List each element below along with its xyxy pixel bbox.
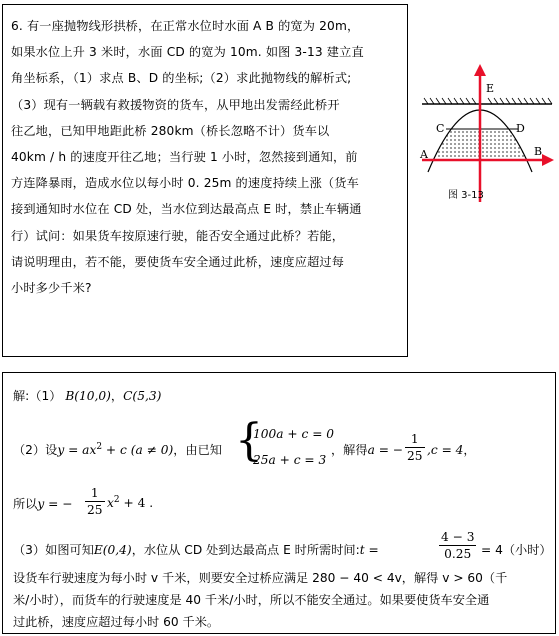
a-fraction	[405, 431, 425, 464]
therefore-text: 所以	[13, 497, 38, 511]
part1-prefix: 解:（1）	[13, 389, 62, 403]
deck-hatching	[424, 98, 552, 104]
problem-line: 接到通知时水位在 CD 处，当水位到达最高点 E 时，禁止车辆通	[11, 202, 362, 217]
solution-conclusion-line: 设货车行驶速度为每小时 v 千米，则要安全过桥应满足 280 − 40 < 4v，解得 v > 60（千	[13, 571, 508, 585]
problem-line: 请说明理由，若不能，要使货车安全通过此桥，速度应超过每	[11, 254, 345, 269]
problem-text	[11, 13, 403, 301]
y-axis-arrow-icon	[474, 64, 486, 76]
a-value: a = −	[367, 443, 404, 457]
x-axis-arrow-icon	[542, 154, 554, 166]
fraction-numerator: 1	[405, 431, 425, 448]
label-b: B	[534, 145, 543, 158]
problem-line: 往乙地，已知甲地距此桥 280km（桥长忽略不计）货车以	[11, 123, 330, 138]
system-brace: {	[235, 415, 263, 466]
solution-part-2-result	[13, 495, 72, 512]
figure-caption: 图 3-13	[448, 190, 484, 201]
known-text: ，由已知	[173, 443, 222, 457]
result-fraction	[85, 485, 105, 518]
label-c: C	[436, 122, 445, 135]
solution-conclusion-line: 米/小时），而货车的行驶速度是 40 千米/小时，所以不能安全通过。如果要使货车安全通	[13, 593, 490, 607]
point-c: C(5,3)	[123, 389, 162, 403]
problem-line: （3）现有一辆载有救援物资的货车，从甲地出发需经此桥开	[11, 97, 340, 112]
problem-line: 角坐标系，（1）求点 B、D 的坐标;（2）求此抛物线的解析式;	[11, 71, 352, 86]
result-equation: y = −	[37, 497, 73, 511]
fraction-denominator: 0.25	[444, 547, 472, 561]
solution-box	[2, 372, 556, 634]
system-eq-1: 100a + c = 0	[253, 427, 335, 441]
problem-box	[2, 4, 408, 357]
c-value: ,c = 4，	[427, 443, 476, 457]
point-e: E(0,4)	[93, 543, 132, 557]
time-result: = 4（小时）	[481, 543, 552, 557]
fraction-numerator: 4 − 3	[441, 530, 475, 544]
solve-result	[331, 441, 403, 458]
problem-line: 6. 有一座抛物线形拱桥，在正常水位时水面 A B 的宽为 20m，	[11, 19, 360, 33]
system-eq-2: 25a + c = 3	[253, 453, 327, 467]
label-e: E	[486, 82, 495, 95]
fraction-numerator: 1	[85, 485, 105, 502]
separator: ，	[110, 389, 124, 403]
exponent: 2	[96, 441, 103, 452]
label-d: D	[516, 122, 525, 135]
part2-prefix: （2）设	[13, 443, 58, 457]
fraction-denominator: 25	[87, 503, 103, 517]
general-equation-tail: + c (a ≠ 0)	[102, 443, 174, 457]
problem-line: 如果水位上升 3 米时，水面 CD 的宽为 10m. 如图 3-13 建立直	[11, 45, 364, 60]
general-equation: y = ax	[57, 443, 97, 457]
fraction-denominator: 25	[407, 449, 423, 463]
solution-part-2	[13, 441, 222, 458]
solution-part-1	[13, 387, 161, 404]
solution-part-3: （3）如图可知E(0,4)，水位从 CD 处到达最高点 E 时所需时间:t =	[13, 543, 379, 557]
solve-text: ，解得	[331, 443, 368, 457]
problem-line: 小时多少千米?	[11, 281, 92, 296]
bridge-figure	[418, 62, 556, 212]
time-fraction	[439, 529, 476, 562]
label-a: A	[420, 148, 428, 161]
problem-line: 方连降暴雨，造成水位以每小时 0. 25m 的速度持续上涨（货车	[11, 176, 359, 191]
bridge-diagram	[418, 62, 556, 212]
result-tail: $x^2 + 4$ .	[107, 495, 154, 511]
time-variable: t =	[359, 543, 379, 557]
solution-conclusion-line: 过此桥，速度应超过每小时 60 千米。	[13, 615, 220, 629]
problem-line: 40km / h 的速度开往乙地；当行驶 1 小时，忽然接到通知，前	[11, 150, 358, 165]
problem-line: 行）试问：如果货车按原速行驶，能否安全通过此桥？若能，	[11, 228, 345, 243]
point-b: B(10,0)	[65, 389, 111, 403]
